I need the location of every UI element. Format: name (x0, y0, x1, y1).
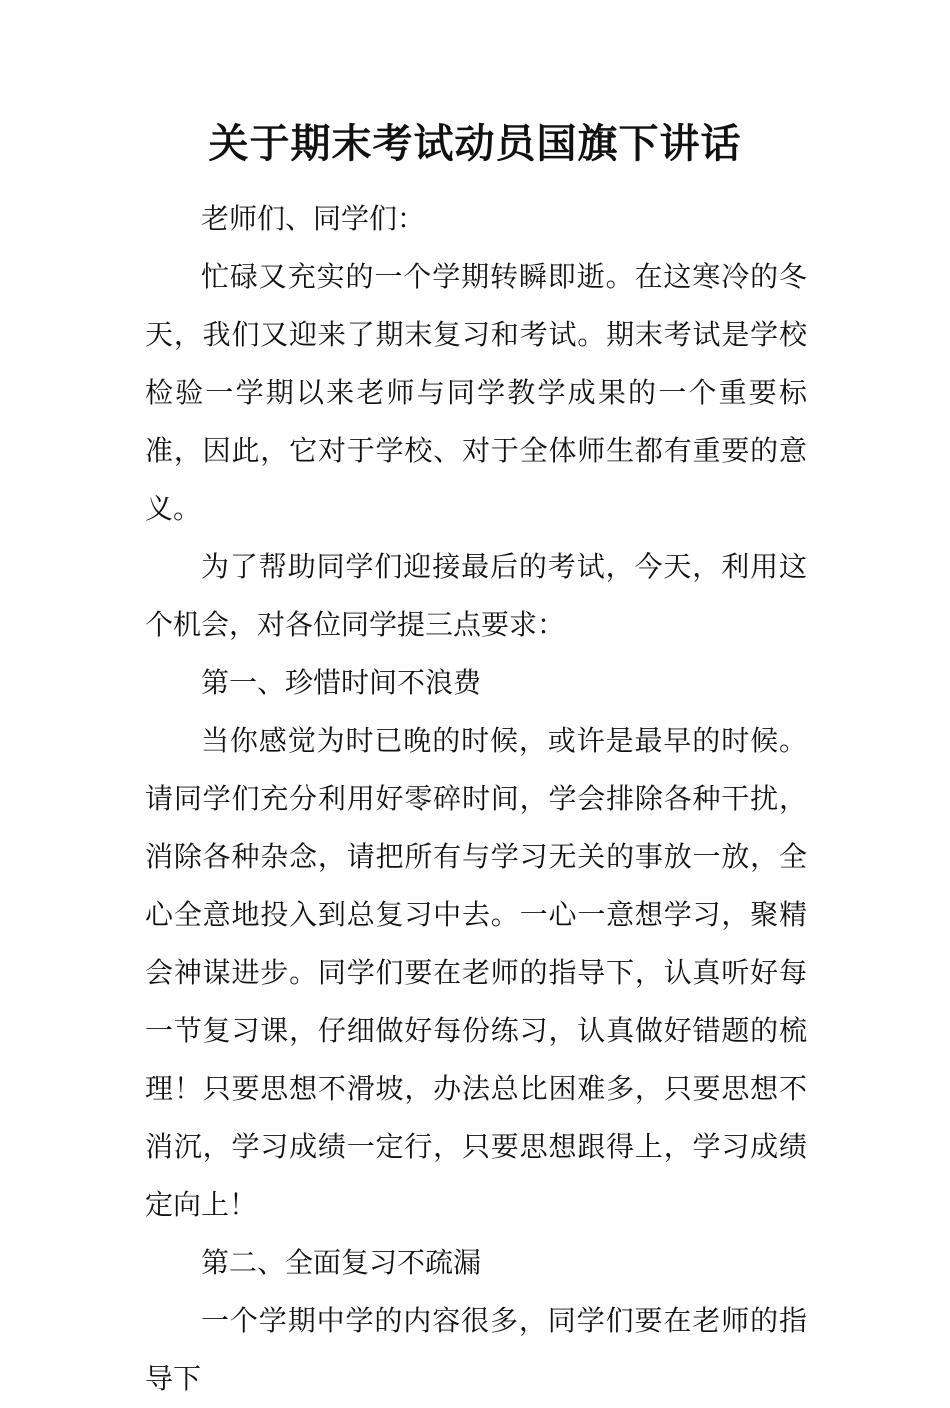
document-body (145, 190, 807, 1408)
point-one-heading: 第一、珍惜时间不浪费 (201, 666, 482, 699)
requirements-intro-paragraph: 为了帮助同学们迎接最后的考试，今天，利用这个机会，对各位同学提三点要求： (145, 550, 807, 641)
salutation-paragraph: 老师们、同学们： (201, 202, 426, 235)
point-two-paragraph: 一个学期中学的内容很多，同学们要在老师的指导下 (145, 1304, 807, 1395)
intro-paragraph: 忙碌又充实的一个学期转瞬即逝。在这寒冷的冬天，我们又迎来了期末复习和考试。期末考试是学校检验一学期以来老师与同学教学成果的一个重要标准，因此，它对于学校、对于全体师生都有重要的意义。 (145, 260, 807, 525)
point-one-paragraph: 当你感觉为时已晚的时候，或许是最早的时候。请同学们充分利用好零碎时间，学会排除各种干扰，消除各种杂念，请把所有与学习无关的事放一放，全心全意地投入到总复习中去。一心一意想学习，聚精会神谋进步。同学们要在老师的指导下，认真听好每一节复习课，仔细做好每份练习，认真做好错题的梳理！只要思想不滑坡，办法总比困难多，只要思想不消沉，学习成绩一定行，只要思想跟得上，学习成绩定向上！ (145, 724, 807, 1221)
document-title: 关于期末考试动员国旗下讲话 (208, 120, 742, 167)
point-two-heading: 第二、全面复习不疏漏 (201, 1246, 482, 1279)
